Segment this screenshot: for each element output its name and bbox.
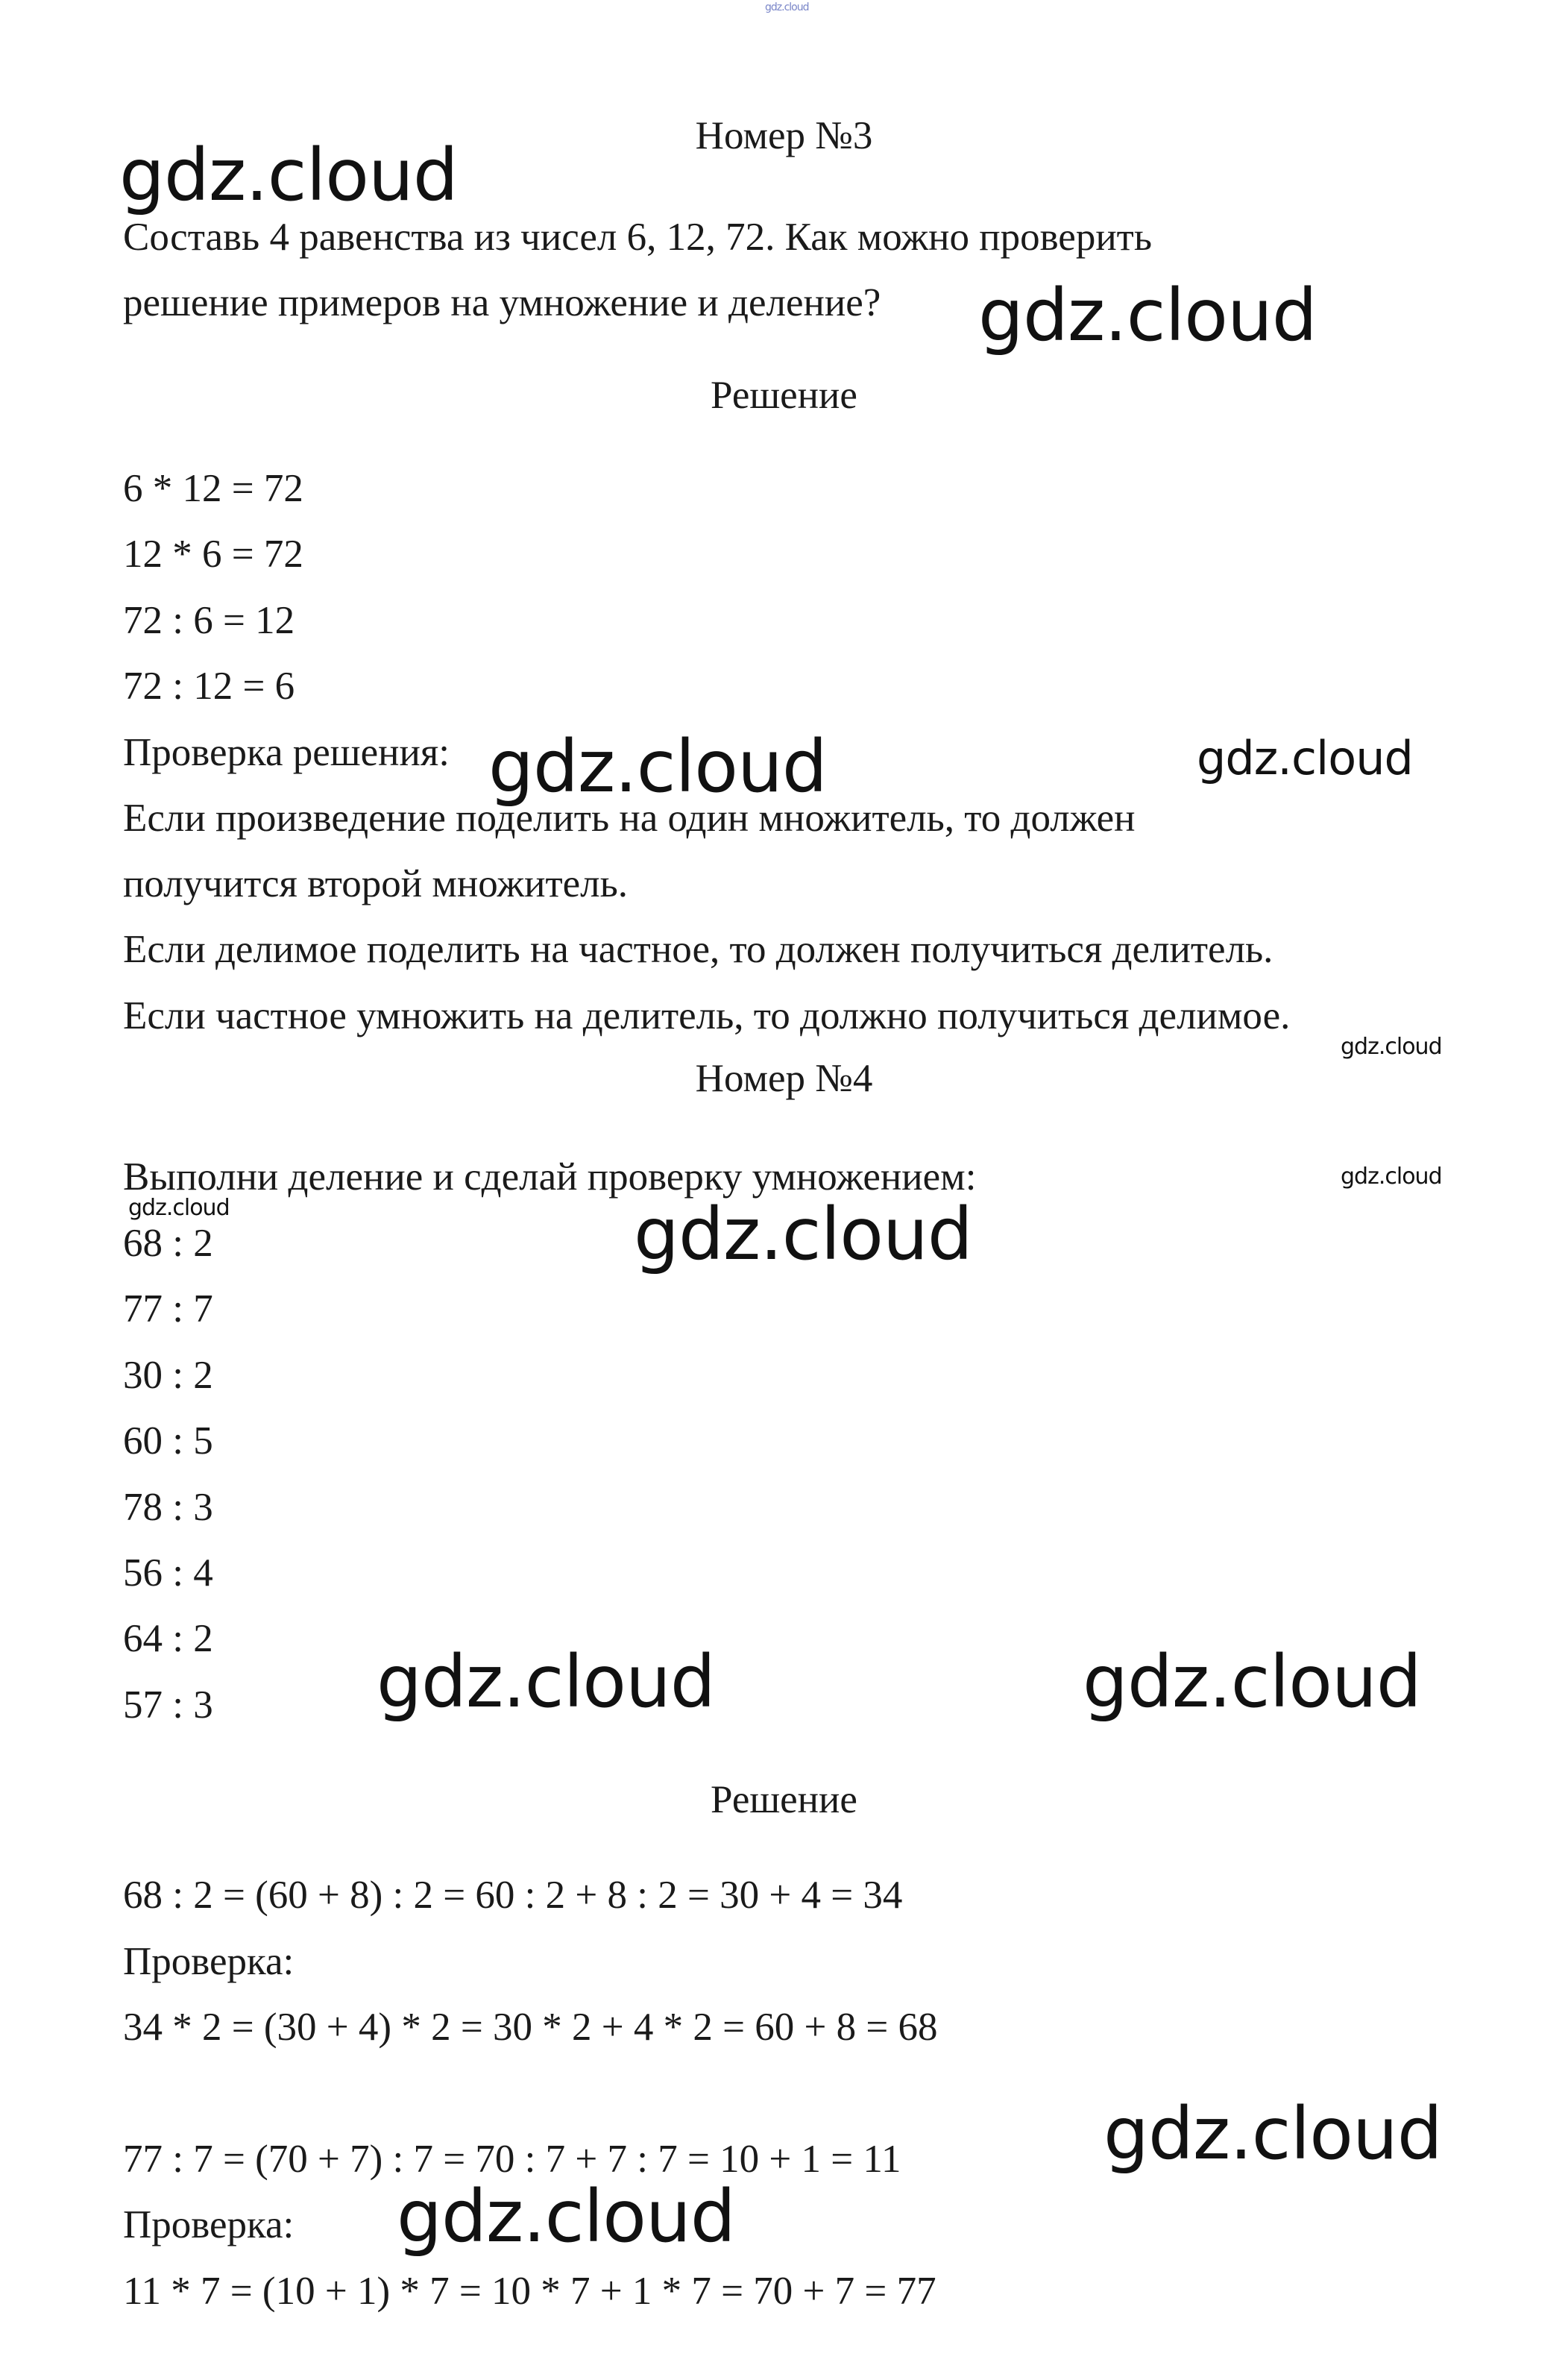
watermark-7: gdz.cloud xyxy=(128,1195,230,1221)
example-7: 64 : 2 xyxy=(123,1617,213,1660)
equation-2: 12 * 6 = 72 xyxy=(123,533,303,576)
task4-solution-heading: Решение xyxy=(711,1778,857,1821)
watermark-4: gdz.cloud xyxy=(1197,731,1413,785)
check-line-2: получится второй множитель. xyxy=(123,862,628,905)
watermark-3: gdz.cloud xyxy=(488,725,827,808)
task3-text-line1: Составь 4 равенства из чисел 6, 12, 72. Как можно проверить xyxy=(123,216,1153,259)
solution-2-check-label: Проверка: xyxy=(123,2203,295,2246)
task4-text: Выполни деление и сделай проверку умножением: xyxy=(123,1155,977,1199)
example-2: 77 : 7 xyxy=(123,1287,213,1331)
example-3: 30 : 2 xyxy=(123,1354,213,1397)
example-5: 78 : 3 xyxy=(123,1486,213,1529)
check-line-4: Если частное умножить на делитель, то должно получиться делимое. xyxy=(123,994,1291,1037)
watermark-top: gdz.cloud xyxy=(765,1,809,13)
example-1: 68 : 2 xyxy=(123,1222,213,1265)
equation-4: 72 : 12 = 6 xyxy=(123,665,295,708)
watermark-2: gdz.cloud xyxy=(978,274,1317,357)
task3-text-line2: решение примеров на умножение и деление? xyxy=(123,281,881,324)
watermark-8: gdz.cloud xyxy=(634,1193,972,1276)
watermark-6: gdz.cloud xyxy=(1341,1164,1442,1190)
example-8: 57 : 3 xyxy=(123,1683,213,1727)
example-6: 56 : 4 xyxy=(123,1551,213,1595)
solution-2-calc: 77 : 7 = (70 + 7) : 7 = 70 : 7 + 7 : 7 = 10 + 1 = 11 xyxy=(123,2138,901,2181)
solution-1-calc: 68 : 2 = (60 + 8) : 2 = 60 : 2 + 8 : 2 = 30 + 4 = 34 xyxy=(123,1874,903,1917)
solution-2-check: 11 * 7 = (10 + 1) * 7 = 10 * 7 + 1 * 7 = 70 + 7 = 77 xyxy=(123,2270,936,2313)
watermark-12: gdz.cloud xyxy=(397,2175,735,2258)
check-line-3: Если делимое поделить на частное, то должен получиться делитель. xyxy=(123,928,1273,971)
check-line-1: Если произведение поделить на один множитель, то должен xyxy=(123,797,1136,840)
watermark-11: gdz.cloud xyxy=(1103,2092,1442,2176)
watermark-1: gdz.cloud xyxy=(119,134,458,217)
task3-check-label: Проверка решения: xyxy=(123,731,450,774)
solution-1-check: 34 * 2 = (30 + 4) * 2 = 30 * 2 + 4 * 2 = 60 + 8 = 68 xyxy=(123,2006,938,2049)
equation-3: 72 : 6 = 12 xyxy=(123,599,295,642)
equation-1: 6 * 12 = 72 xyxy=(123,467,303,510)
watermark-5: gdz.cloud xyxy=(1341,1034,1442,1060)
watermark-10: gdz.cloud xyxy=(1083,1640,1421,1724)
watermark-9: gdz.cloud xyxy=(377,1640,715,1724)
task3-solution-heading: Решение xyxy=(711,374,857,417)
task3-heading: Номер №3 xyxy=(695,114,873,157)
task4-heading: Номер №4 xyxy=(695,1057,873,1100)
solution-1-check-label: Проверка: xyxy=(123,1940,295,1983)
example-4: 60 : 5 xyxy=(123,1419,213,1463)
